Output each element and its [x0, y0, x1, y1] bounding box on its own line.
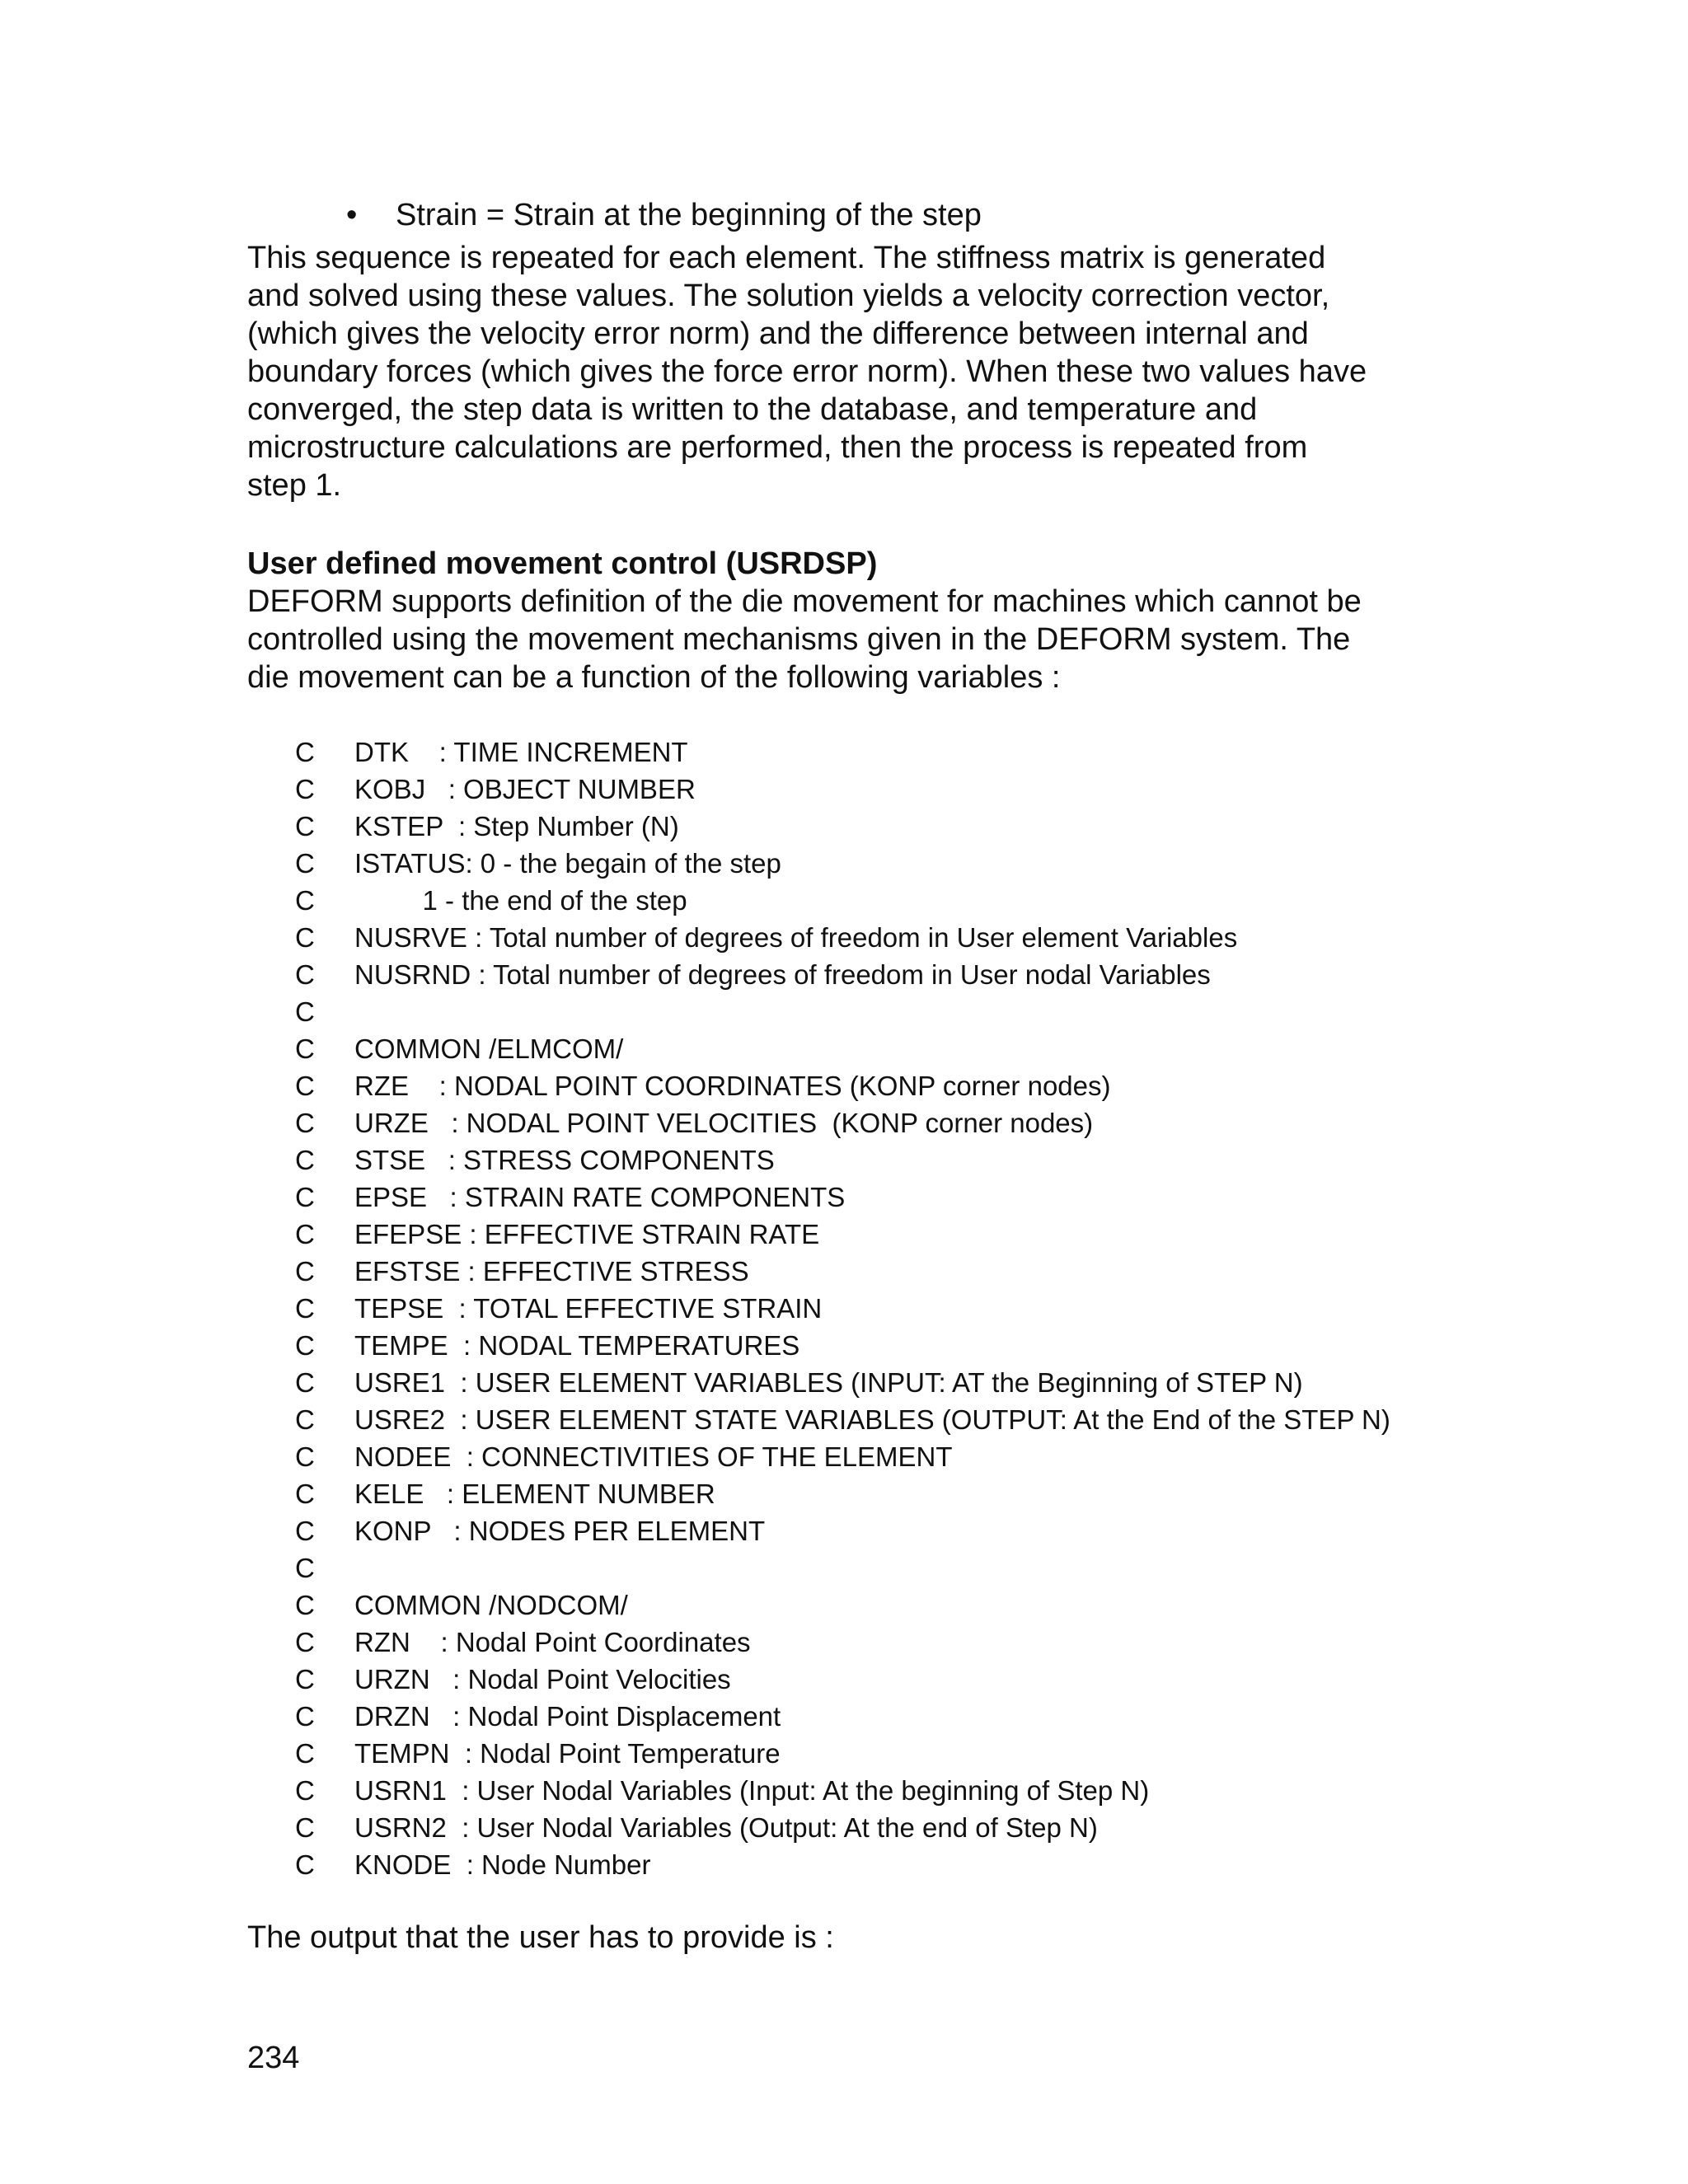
paragraph-line: boundary forces (which gives the force error norm). When these two values have: [247, 354, 1367, 389]
comment-marker: C: [295, 1404, 315, 1435]
comment-marker: C: [295, 1590, 315, 1620]
comment-marker: C: [295, 1330, 315, 1361]
comment-marker: C: [295, 1553, 315, 1583]
code-text: USRN2 : User Nodal Variables (Output: At the end of Step N): [354, 1812, 1098, 1843]
code-line: [295, 1290, 1390, 1327]
code-line: [295, 919, 1390, 956]
code-line: [295, 771, 1390, 808]
code-line: [295, 733, 1390, 771]
comment-marker: C: [295, 811, 315, 841]
code-text: USRE2 : USER ELEMENT STATE VARIABLES (OUTPUT: At the End of the STEP N): [354, 1404, 1390, 1435]
comment-marker: C: [295, 1479, 315, 1509]
paragraph-line: DEFORM supports definition of the die movement for machines which cannot be: [247, 584, 1362, 619]
code-line: [295, 956, 1390, 993]
code-line: [295, 1772, 1390, 1809]
paragraph-line: and solved using these values. The solution yields a velocity correction vector,: [247, 279, 1330, 313]
code-text: EPSE : STRAIN RATE COMPONENTS: [354, 1182, 846, 1212]
comment-marker: C: [295, 1812, 315, 1843]
code-line: [295, 1661, 1390, 1698]
code-text: NODEE : CONNECTIVITIES OF THE ELEMENT: [354, 1441, 953, 1472]
code-line: [295, 1586, 1390, 1624]
comment-marker: C: [295, 737, 315, 767]
code-text: 1 - the end of the step: [354, 885, 687, 916]
comment-marker: C: [295, 1664, 315, 1694]
comment-marker: C: [295, 1219, 315, 1249]
comment-marker: C: [295, 1367, 315, 1398]
variable-code-listing: [295, 733, 1390, 1883]
paragraph-deform-intro: [247, 583, 1451, 696]
code-text: RZN : Nodal Point Coordinates: [354, 1627, 751, 1657]
code-text: DTK : TIME INCREMENT: [354, 737, 688, 767]
code-line: [295, 1549, 1390, 1586]
code-line: [295, 1327, 1390, 1364]
code-text: KSTEP : Step Number (N): [354, 811, 679, 841]
code-text: STSE : STRESS COMPONENTS: [354, 1145, 775, 1175]
comment-marker: C: [295, 1256, 315, 1286]
code-text: ISTATUS: 0 - the begain of the step: [354, 848, 781, 879]
comment-marker: C: [295, 885, 315, 916]
paragraph-line: converged, the step data is written to the database, and temperature and: [247, 392, 1258, 427]
code-text: EFSTSE : EFFECTIVE STRESS: [354, 1256, 749, 1286]
comment-marker: C: [295, 1701, 315, 1732]
comment-marker: C: [295, 1293, 315, 1324]
code-line: [295, 1216, 1390, 1253]
code-text: USRN1 : User Nodal Variables (Input: At the beginning of Step N): [354, 1775, 1150, 1806]
comment-marker: C: [295, 1627, 315, 1657]
comment-marker: C: [295, 1071, 315, 1101]
paragraph-line: step 1.: [247, 468, 342, 503]
paragraph-line: This sequence is repeated for each element. The stiffness matrix is generated: [247, 241, 1326, 275]
comment-marker: C: [295, 1145, 315, 1175]
paragraph-line: microstructure calculations are performed, then the process is repeated from: [247, 430, 1308, 465]
code-line: [295, 1624, 1390, 1661]
page-number: 234: [247, 2041, 300, 2075]
code-text: DRZN : Nodal Point Displacement: [354, 1701, 781, 1732]
code-line: [295, 845, 1390, 882]
code-text: TEMPN : Nodal Point Temperature: [354, 1738, 781, 1769]
code-text: COMMON /NODCOM/: [354, 1590, 628, 1620]
code-text: KONP : NODES PER ELEMENT: [354, 1516, 766, 1546]
code-line: [295, 1512, 1390, 1549]
code-line: [295, 808, 1390, 845]
code-line: [295, 993, 1390, 1030]
code-text: USRE1 : USER ELEMENT VARIABLES (INPUT: AT the Beginning of STEP N): [354, 1367, 1303, 1398]
bullet-symbol: •: [346, 198, 358, 232]
code-line: [295, 1735, 1390, 1772]
comment-marker: C: [295, 774, 315, 804]
code-line: [295, 1475, 1390, 1512]
comment-marker: C: [295, 922, 315, 953]
paragraph-line: controlled using the movement mechanisms given in the DEFORM system. The: [247, 622, 1351, 657]
comment-marker: C: [295, 1738, 315, 1769]
comment-marker: C: [295, 1108, 315, 1138]
code-text: URZN : Nodal Point Velocities: [354, 1664, 731, 1694]
code-line: [295, 882, 1390, 919]
paragraph-sequence: [247, 239, 1451, 504]
code-line: [295, 1253, 1390, 1290]
code-text: KNODE : Node Number: [354, 1849, 651, 1880]
comment-marker: C: [295, 1033, 315, 1064]
code-text: NUSRND : Total number of degrees of freedom in User nodal Variables: [354, 959, 1211, 990]
code-line: [295, 1067, 1390, 1104]
comment-marker: C: [295, 1516, 315, 1546]
paragraph-line: (which gives the velocity error norm) and the difference between internal and: [247, 316, 1309, 351]
code-line: [295, 1846, 1390, 1883]
comment-marker: C: [295, 1182, 315, 1212]
code-text: NUSRVE : Total number of degrees of freedom in User element Variables: [354, 922, 1238, 953]
code-text: KOBJ : OBJECT NUMBER: [354, 774, 696, 804]
code-line: [295, 1179, 1390, 1216]
code-text: EFEPSE : EFFECTIVE STRAIN RATE: [354, 1219, 820, 1249]
code-line: [295, 1030, 1390, 1067]
comment-marker: C: [295, 959, 315, 990]
code-text: RZE : NODAL POINT COORDINATES (KONP corner nodes): [354, 1071, 1111, 1101]
code-line: [295, 1364, 1390, 1401]
bullet-text: Strain = Strain at the beginning of the step: [396, 198, 982, 232]
paragraph-line: die movement can be a function of the following variables :: [247, 660, 1061, 695]
code-text: COMMON /ELMCOM/: [354, 1033, 624, 1064]
comment-marker: C: [295, 996, 315, 1027]
code-line: [295, 1141, 1390, 1179]
section-heading: User defined movement control (USRDSP): [247, 546, 878, 581]
comment-marker: C: [295, 848, 315, 879]
code-line: [295, 1438, 1390, 1475]
paragraph-output: The output that the user has to provide is :: [247, 1920, 834, 1955]
code-text: KELE : ELEMENT NUMBER: [354, 1479, 715, 1509]
code-line: [295, 1401, 1390, 1438]
code-text: TEMPE : NODAL TEMPERATURES: [354, 1330, 800, 1361]
code-line: [295, 1104, 1390, 1141]
code-text: URZE : NODAL POINT VELOCITIES (KONP corner nodes): [354, 1108, 1094, 1138]
comment-marker: C: [295, 1441, 315, 1472]
bullet-item: [346, 196, 982, 234]
code-text: TEPSE : TOTAL EFFECTIVE STRAIN: [354, 1293, 823, 1324]
code-line: [295, 1698, 1390, 1735]
code-line: [295, 1809, 1390, 1846]
comment-marker: C: [295, 1775, 315, 1806]
comment-marker: C: [295, 1849, 315, 1880]
